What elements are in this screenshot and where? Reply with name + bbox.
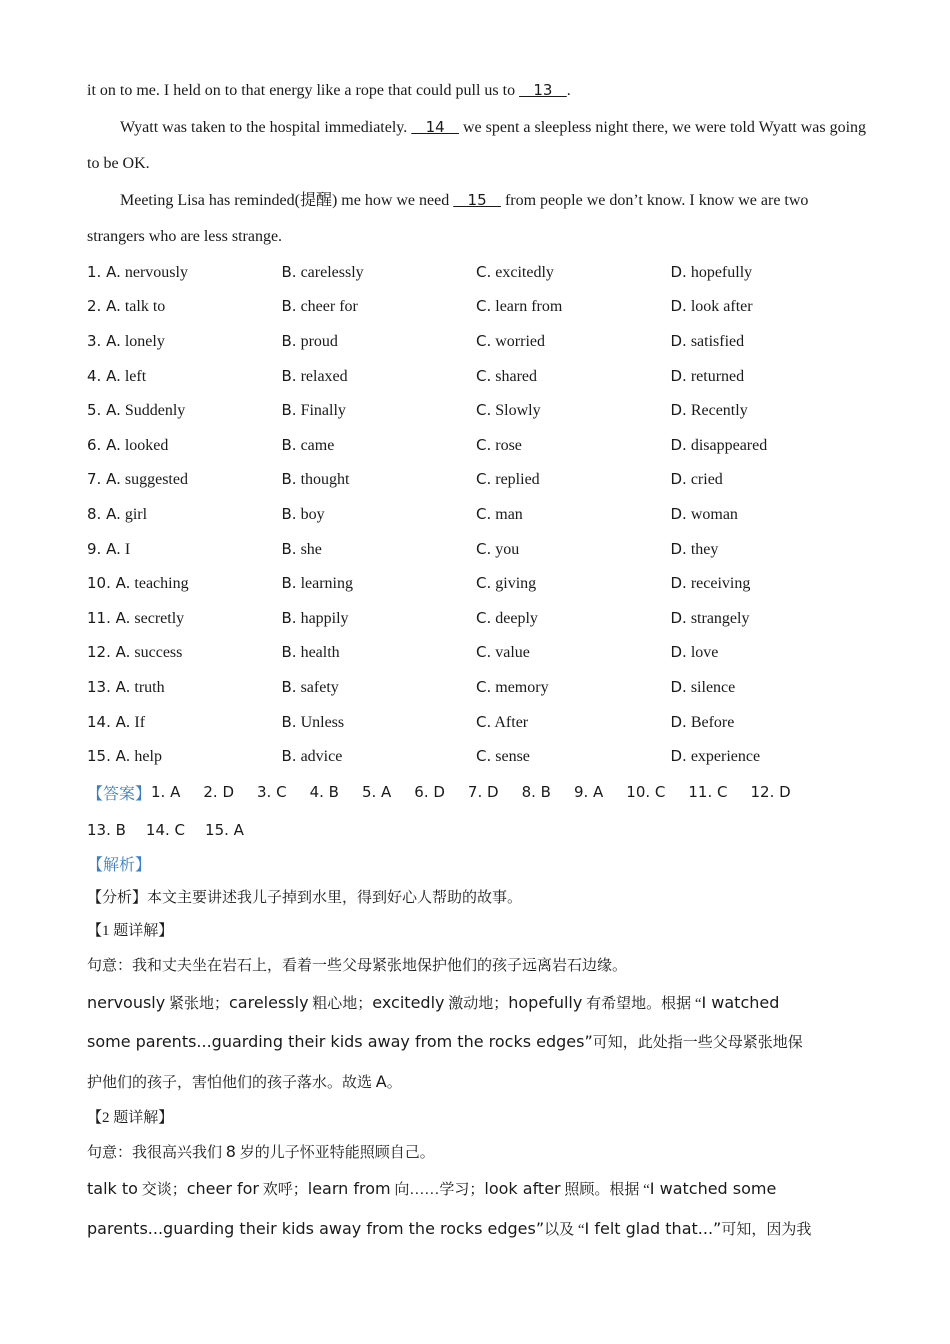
option-text: silence [690,678,736,696]
answer-item: 7. D [467,783,499,802]
option-a [87,609,282,628]
option-a [87,367,282,386]
option-letter: B. [281,262,297,281]
option-row [87,601,867,636]
option-letter: D. [670,401,687,420]
quote: parents...guarding their kids away from the rocks edges” [87,1218,545,1238]
option-row [87,463,867,498]
option-text: receiving [690,575,751,593]
option-letter: C. [476,366,492,385]
number: 8 [225,1142,236,1162]
gloss: 可知，此处指一些父母紧张地保 [592,1035,803,1052]
option-letter: 4. A. [87,366,121,385]
option-text: hopefully [690,263,753,281]
option-text: help [134,748,162,766]
answer-item: 14. C [145,821,186,840]
option-text: cried [690,471,723,489]
option-row [87,636,867,671]
option-row [87,532,867,567]
analysis-summary: 【分析】本文主要讲述我儿子掉到水里，得到好心人帮助的故事。 [87,889,523,906]
passage-line-1 [87,72,867,109]
option-text: Suddenly [124,402,186,420]
option-d [671,367,866,386]
option-text: satisfied [690,332,745,350]
option-text: sense [495,748,530,766]
option-c [476,747,671,766]
q2-explanation-line-1 [87,1170,867,1210]
gloss: 以及 “ [544,1221,585,1238]
option-letter: 11. A. [87,608,131,627]
option-letter: B. [281,435,297,454]
option-text: excitedly [495,263,554,281]
option-letter: C. [476,677,492,696]
answer-item: 9. A [573,783,604,802]
answer-line-2 [87,812,867,850]
option-text: returned [690,367,745,385]
gloss: 欢呼； [259,1182,308,1199]
option-letter: 2. A. [87,297,121,316]
word: cheer for [186,1179,259,1199]
option-b [282,609,477,628]
option-text: woman [690,505,738,523]
option-letter: B. [281,677,297,696]
option-text: rose [495,436,522,454]
option-c [476,263,671,282]
q2-explanation-line-2 [87,1210,867,1250]
option-d [671,436,866,455]
option-b [282,263,477,282]
option-text: suggested [124,471,188,489]
option-text: relaxed [300,367,348,385]
option-text: experience [690,748,761,766]
gloss: 句意：我很高兴我们 [87,1145,226,1162]
option-c [476,505,671,524]
option-d [671,263,866,282]
options-list [87,255,867,774]
option-letter: D. [670,747,687,766]
option-c [476,297,671,316]
option-d [671,297,866,316]
option-d [671,678,866,697]
option-text: lonely [124,332,165,350]
option-d [671,609,866,628]
answer-item: 11. C [688,783,728,802]
option-letter: C. [476,262,492,281]
answer-label: 【答案】 [87,786,152,804]
option-d [671,540,866,559]
option-letter: B. [281,470,297,489]
option-text: After [494,713,529,731]
option-letter: C. [476,574,492,593]
option-text: love [690,644,719,662]
option-text: look after [690,298,753,316]
option-text: safety [300,678,339,696]
option-row [87,566,867,601]
passage-text: Meeting Lisa has reminded(提醒) me how we need [120,192,454,209]
option-letter: 1. A. [87,262,121,281]
option-text: boy [300,505,325,523]
option-letter: C. [476,539,492,558]
option-a [87,401,282,420]
q1-explanation-line-3 [87,1063,867,1103]
option-c [476,332,671,351]
option-b [282,401,477,420]
answer-item: 15. A [205,821,244,840]
option-letter: D. [670,643,687,662]
option-letter: C. [476,504,492,523]
option-d [671,574,866,593]
blank-15: 15 [453,191,501,209]
answer-item: 3. C [257,783,287,802]
option-c [476,367,671,386]
option-letter: 15. A. [87,747,131,766]
answer-items-1 [151,783,791,802]
quote: I felt glad that...” [584,1218,722,1238]
option-letter: C. [476,331,492,350]
option-letter: 5. A. [87,401,121,420]
option-text: Finally [300,402,346,420]
option-text: learning [300,575,353,593]
option-text: Unless [300,713,345,731]
option-text: memory [495,678,549,696]
option-letter: D. [670,435,687,454]
option-letter: B. [281,712,297,731]
option-a [87,574,282,593]
q2-title: 【2 题详解】 [87,1110,174,1127]
answer-item: 4. B [309,783,339,802]
option-a [87,747,282,766]
option-letter: C. [476,712,492,731]
option-row [87,705,867,740]
option-c [476,470,671,489]
option-d [671,747,866,766]
option-b [282,470,477,489]
option-text: learn from [495,298,563,316]
option-text: health [300,644,340,662]
option-d [671,643,866,662]
option-b [282,713,477,732]
gloss: 有希望地。根据 “ [582,995,702,1012]
option-text: value [495,644,530,662]
option-letter: B. [281,747,297,766]
option-letter: D. [670,331,687,350]
passage-paragraph-2 [87,109,867,182]
answer-item: 2. D [203,783,234,802]
gloss: 交谈； [137,1182,187,1199]
answer-item: 6. D [414,783,445,802]
option-letter: 13. A. [87,677,131,696]
option-row [87,359,867,394]
gloss: 可知，因为我 [721,1221,812,1238]
option-letter: 14. A. [87,712,131,731]
passage-text: from people we don’t know. I know we are two strangers who are less strange. [87,192,809,245]
option-text: Before [690,713,735,731]
word: nervously [87,992,166,1012]
option-a [87,263,282,282]
answer-letter: A [375,1071,387,1091]
option-text: deeply [495,609,538,627]
option-text: cheer for [300,298,358,316]
answer-item: 1. A [151,783,181,802]
option-letter: C. [476,435,492,454]
option-row [87,324,867,359]
option-row [87,290,867,325]
option-letter: 7. A. [87,470,121,489]
option-c [476,609,671,628]
option-a [87,436,282,455]
option-b [282,332,477,351]
option-text: left [124,367,147,385]
option-letter: 10. A. [87,574,131,593]
option-a [87,643,282,662]
option-text: I [124,540,131,558]
passage-text: we spent a sleepless night there, we were told Wyatt was going to be OK. [87,119,867,172]
answer-line-1 [87,774,867,812]
quote: I watched [701,992,780,1012]
option-a [87,540,282,559]
option-letter: C. [476,297,492,316]
option-a [87,297,282,316]
option-letter: D. [670,470,687,489]
answer-item: 5. A [361,783,392,802]
option-text: talk to [124,298,166,316]
option-text: girl [124,505,148,523]
word: hopefully [508,992,583,1012]
option-text: you [495,540,520,558]
option-b [282,747,477,766]
option-text: teaching [134,575,189,593]
option-letter: B. [281,331,297,350]
answer-item: 10. C [626,783,666,802]
quote: I watched some [649,1179,777,1199]
option-letter: C. [476,747,492,766]
passage-text: Wyatt was taken to the hospital immediately. [120,119,412,136]
q1-title: 【1 题详解】 [87,922,174,939]
option-text: they [690,540,719,558]
analysis-label: 【解析】 [87,856,152,874]
passage-paragraph-3 [87,182,867,255]
answer-items-2 [87,821,264,840]
q1-meaning: 句意：我和丈夫坐在岩石上，看着一些父母紧张地保护他们的孩子远离岩石边缘。 [87,957,628,974]
gloss: 粗心地； [308,995,373,1012]
option-c [476,540,671,559]
option-letter: C. [476,608,492,627]
option-letter: B. [281,366,297,385]
option-text: If [134,713,146,731]
option-text: truth [134,678,165,696]
option-a [87,505,282,524]
answer-item: 8. B [521,783,551,802]
option-letter: D. [670,574,687,593]
option-text: secretly [134,609,185,627]
blank-14: 14 [411,118,459,136]
option-d [671,401,866,420]
option-text: worried [495,332,546,350]
option-text: replied [495,471,540,489]
word: excitedly [372,992,445,1012]
blank-13: 13 [519,81,567,99]
passage-text: . [566,82,571,99]
word: talk to [87,1179,138,1199]
option-letter: B. [281,539,297,558]
option-d [671,713,866,732]
option-letter: B. [281,297,297,316]
option-row [87,428,867,463]
option-text: carelessly [300,263,364,281]
option-text: came [300,436,335,454]
option-text: happily [300,609,349,627]
option-b [282,678,477,697]
option-letter: B. [281,643,297,662]
option-letter: D. [670,608,687,627]
option-row [87,497,867,532]
word: carelessly [228,992,309,1012]
option-text: looked [124,436,169,454]
option-b [282,436,477,455]
option-d [671,505,866,524]
option-row [87,739,867,774]
option-letter: B. [281,504,297,523]
option-c [476,643,671,662]
option-letter: C. [476,470,492,489]
option-text: proud [300,332,338,350]
option-letter: 12. A. [87,643,131,662]
option-b [282,540,477,559]
quote: some parents...guarding their kids away from the rocks edges” [87,1032,593,1052]
option-text: advice [300,748,343,766]
option-row [87,670,867,705]
option-c [476,436,671,455]
option-text: success [134,644,183,662]
option-letter: D. [670,677,687,696]
option-letter: C. [476,401,492,420]
option-a [87,332,282,351]
option-b [282,643,477,662]
option-letter: D. [670,539,687,558]
option-b [282,505,477,524]
q2-meaning [87,1135,867,1170]
option-c [476,574,671,593]
gloss: 激动地； [444,995,509,1012]
gloss: 向……学习； [390,1182,485,1199]
q1-explanation-line-2 [87,1023,867,1063]
option-text: Recently [690,402,748,420]
gloss: 照顾。根据 “ [560,1182,650,1199]
option-text: shared [495,367,538,385]
option-b [282,297,477,316]
option-a [87,713,282,732]
option-text: Slowly [495,402,541,420]
option-text: giving [495,575,537,593]
option-letter: 9. A. [87,539,121,558]
option-b [282,367,477,386]
word: learn from [307,1179,391,1199]
option-d [671,332,866,351]
gloss: 护他们的孩子，害怕他们的孩子落水。故选 [87,1074,376,1091]
passage-text: it on to me. I held on to that energy like a rope that could pull us to [87,82,520,99]
option-letter: D. [670,297,687,316]
option-letter: D. [670,262,687,281]
option-letter: B. [281,574,297,593]
q1-explanation-line-1 [87,984,867,1024]
option-d [671,470,866,489]
gloss: 岁的儿子怀亚特能照顾自己。 [235,1145,435,1162]
option-a [87,678,282,697]
option-text: strangely [690,609,750,627]
option-letter: B. [281,608,297,627]
option-text: she [300,540,322,558]
answer-item: 13. B [87,821,126,840]
option-text: nervously [124,263,188,281]
option-letter: 3. A. [87,331,121,350]
option-letter: D. [670,504,687,523]
option-a [87,470,282,489]
option-letter: 8. A. [87,504,121,523]
option-text: thought [300,471,350,489]
gloss: 紧张地； [165,995,229,1012]
option-letter: C. [476,643,492,662]
option-letter: D. [670,712,687,731]
gloss: 。 [386,1074,402,1091]
option-c [476,401,671,420]
option-text: disappeared [690,436,768,454]
answer-item: 12. D [750,783,791,802]
option-c [476,678,671,697]
option-letter: B. [281,401,297,420]
option-letter: 6. A. [87,435,121,454]
option-text: man [495,505,523,523]
word: look after [484,1179,561,1199]
option-b [282,574,477,593]
document-content [87,72,867,1249]
option-c [476,713,671,732]
option-row [87,255,867,290]
option-row [87,393,867,428]
option-letter: D. [670,366,687,385]
